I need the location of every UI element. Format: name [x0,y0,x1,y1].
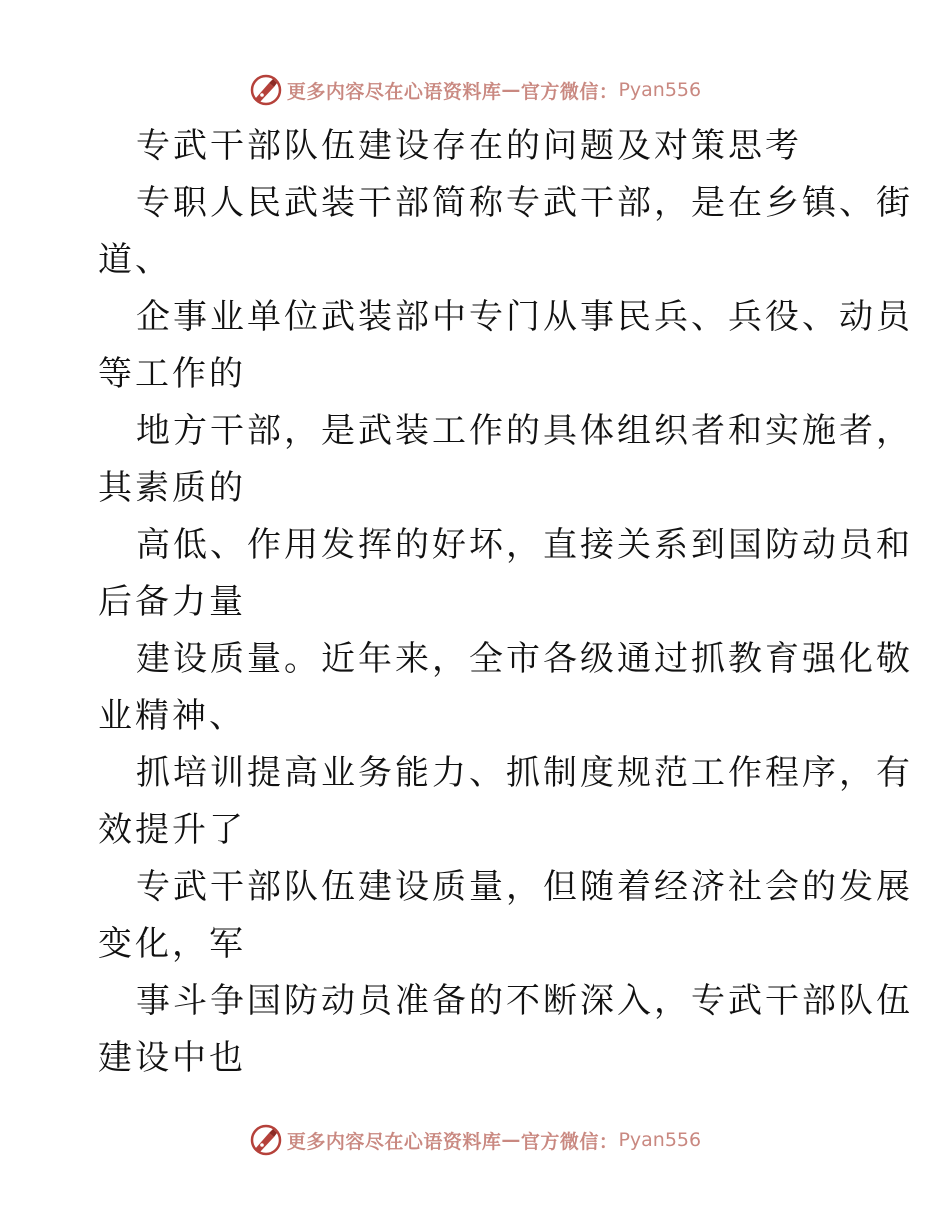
watermark-dash: — [501,79,521,101]
watermark-text: 更多内容尽在心语资料库 [286,80,502,103]
watermark-wechat-id: Pyan556 [618,79,702,101]
watermark-text: 更多内容尽在心语资料库 [286,1130,502,1153]
watermark-wechat-label: 官方微信： [520,80,619,103]
text-line: 企事业单位武装部中专门从事民兵、兵役、动员 [136,297,913,337]
watermark-dash: — [501,1129,521,1151]
text-line: 变化，军 [98,924,246,964]
pen-logo-icon [249,73,283,107]
text-line: 等工作的 [98,354,246,394]
text-line: 地方干部，是武装工作的具体组织者和实施者， [136,411,913,451]
pen-logo-icon [249,1123,283,1157]
text-line: 专职人民武装干部简称专武干部，是在乡镇、街 [136,183,913,223]
text-line: 业精神、 [98,696,246,736]
watermark-wechat-label: 官方微信： [520,1130,619,1153]
document-title: 专武干部队伍建设存在的问题及对策思考 [136,126,802,166]
document-body [98,118,913,1087]
text-line: 道、 [98,240,172,280]
text-line: 抓培训提高业务能力、抓制度规范工作程序，有 [136,753,913,793]
text-line: 事斗争国防动员准备的不断深入，专武干部队伍 [136,981,913,1021]
text-line: 建设中也 [98,1038,246,1078]
text-line: 后备力量 [98,582,246,622]
text-line: 专武干部队伍建设质量，但随着经济社会的发展 [136,867,913,907]
text-line: 其素质的 [98,468,246,508]
footer-watermark [0,1120,950,1160]
watermark-wechat-id: Pyan556 [618,1129,702,1151]
text-line: 建设质量。近年来，全市各级通过抓教育强化敬 [136,639,913,679]
text-line: 高低、作用发挥的好坏，直接关系到国防动员和 [136,525,913,565]
text-line: 效提升了 [98,810,246,850]
header-watermark [0,70,950,110]
